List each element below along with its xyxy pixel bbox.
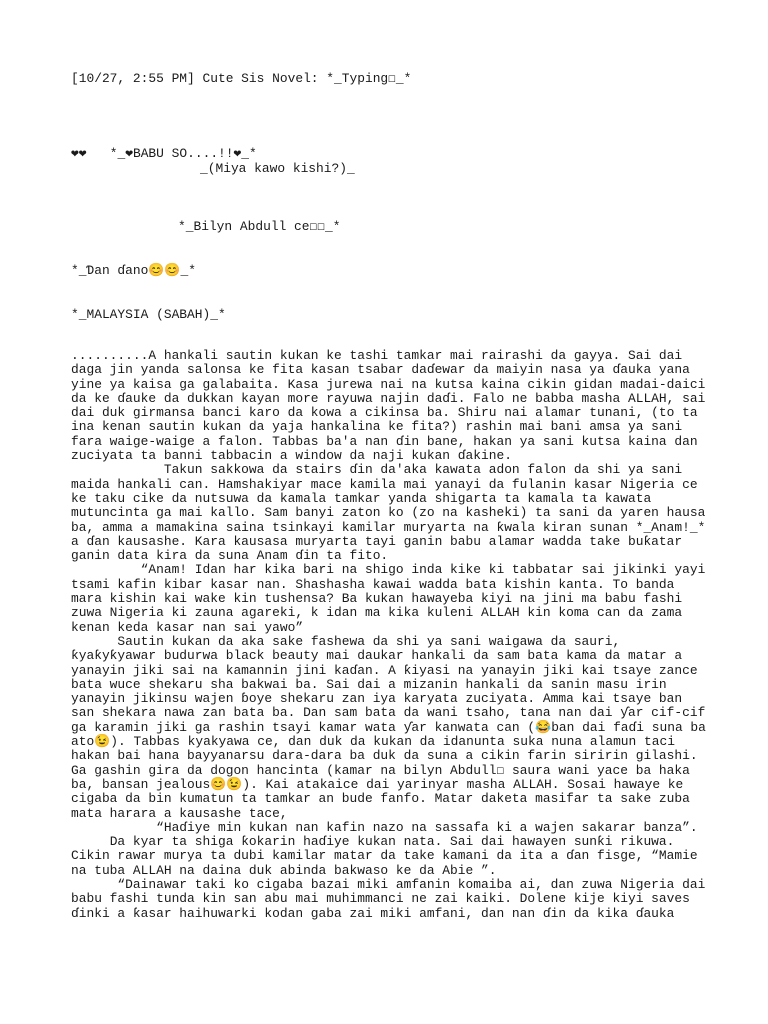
location-line: *_MALAYSIA (SABAH)_* [71, 307, 226, 322]
story-paragraph: “Dainawar taki ko cigaba bazai miki amfanin komaiba ai, dan zuwa Nigeria dai babu fashi tunda kin san abu mai muhimmanci ne zai kaiki. Dolene kije kiyi saves ɗinki a ƙasar haihuwarki kodan gaba zai miki amfani, dan nan ɗin da kika ɗauka [71, 876, 714, 921]
author-credit: *_Bilyn Abdull ce☐☐_* [178, 219, 341, 234]
novel-subtitle: _(Miya kawo kishi?)_ [200, 161, 355, 176]
story-paragraph: ..........A hankali sautin kukan ke tashi tamkar mai rairashi da gayya. Sai dai daga jin yanda salonsa ke fita kasan tsabar daɗewar da maiyin nasa ya ɗauka yana yine ya kaisa ga galabaita. Kasa jurewa nai na kutsa kaina cikin gidan madai-daici da ke ɗauke da dukkan kayan more rayuwa najin daɗi. Falo ne babba masha ALLAH, sai dai duk girmansa banci karo da kowa a cikinsa ba. Shiru nai alamar tunani, (to ta ina kenan sautin kukan da yaja hankalina ke fita?) rashin mai bani amsa ya sani fara waige-waige a falon. Tabbas ba'a nan ɗin bane, hakan ya sani kutsa kaina dan zuciyata ta banni tabbacin a window da naji kukan ɗakine. [71, 348, 714, 464]
dedication-line: *_Ɗan ɗano😊😊_* [71, 263, 196, 278]
story-paragraph: Da kyar ta shiga ƙokarin haɗiye kukan nata. Sai dai hawayen sunƙi rikuwa. Cikin rawar murya ta dubi kamilar matar da take kamani da ita a ɗan fisge, “Mamie na tuba ALLAH na daina duk abinda bakwaso ke da Abie ”. [71, 834, 706, 878]
novel-title: ❤❤ *_❤BABU SO....!!❤_* [71, 146, 257, 161]
story-paragraph: “Haɗiye min kukan nan kafin nazo na sassafa ki a wajen sakarar banza”. [71, 819, 698, 835]
story-paragraph: Takun sakkowa da stairs ɗin da'aka kawata adon falon da shi ya sani maida hankali can. Hamshakiyar mace kamila mai yanayi da fulanin kasar Nigeria ce ke taku cike da nutsuwa da kamala tamkar yanda shigarta ta kamala ta kawata mutuncinta ga mai kallo. Sam banyi zaton ko (zo na kasheki) ta sani da yaren hausa ba, amma a mamakina saina tsinkayi kamilar muryarta na ƙwala kiran sunan *_Anam!_* a ɗan kausashe. Kara kausasa muryarta tayi ganin babu alamar wadda take buƙatar ganin data kira da suna Anam ɗin ta fito. [71, 462, 714, 564]
story-body [71, 348, 714, 921]
story-paragraph: Sautin kukan da aka sake fashewa da shi ya sani waigawa da sauri, ƙyaƙyƙyawar budurwa black beauty mai daukar hankali da sam bata kama da matar a yanayin jiki sai na kamannin jini kaɗan. A ƙiyasi na yanayin jiki kai tsaye zance bata wuce shekaru sha bakwai ba. Sai dai a mizanin hankali da sanin masu irin yanayin jikinsu wajen ɓoye shekaru zan iya karyata zuciyata. Amma kai tsaye ban san shekara nawa zan bata ba. Dan sam bata da wani tsaho, tana nan dai ƴar cif-cif ga karamin jiki ga rashin tsayi kamar wata ƴar kanwata can (😂ban dai faɗi suna ba ato😉). Tabbas kyakyawa ce, dan duk da kukan da idanunta suka nuna alamun taci hakan bai hana bayyanarsu dara-dara ba duk da suna a cikin farin siririn gilashi. Ga gashin gira da dogon hancinta (kamar na bilyn Abdull☐ saura wani yace ba haka ba, bansan jealous😊😉). Kai atakaice dai yarinyar masha ALLAH. Sosai hawaye ke cigaba da bin kumatun ta tamkar an bude fanfo. Matar daketa masifar ta sake zuba mata harara a kausashe tace, [71, 633, 714, 821]
story-paragraph: “Anam! Idan har kika bari na shigo inda kike ki tabbatar sai jikinki yayi tsami kafin kibar kasar nan. Shashasha kawai wadda bata kishin kanta. To banda mara kishin kai wake kin tushensa? Ba kukan hawayeba kiyi na jini ma babu fashi zuwa Nigeria ki zauna agareki, k idan ma kika kuleni ALLAH kin koma can da zama kenan keda kasar nan sai yawo” [71, 562, 714, 635]
chat-timestamp-header: [10/27, 2:55 PM] Cute Sis Novel: *_Typing☐_* [71, 71, 412, 86]
